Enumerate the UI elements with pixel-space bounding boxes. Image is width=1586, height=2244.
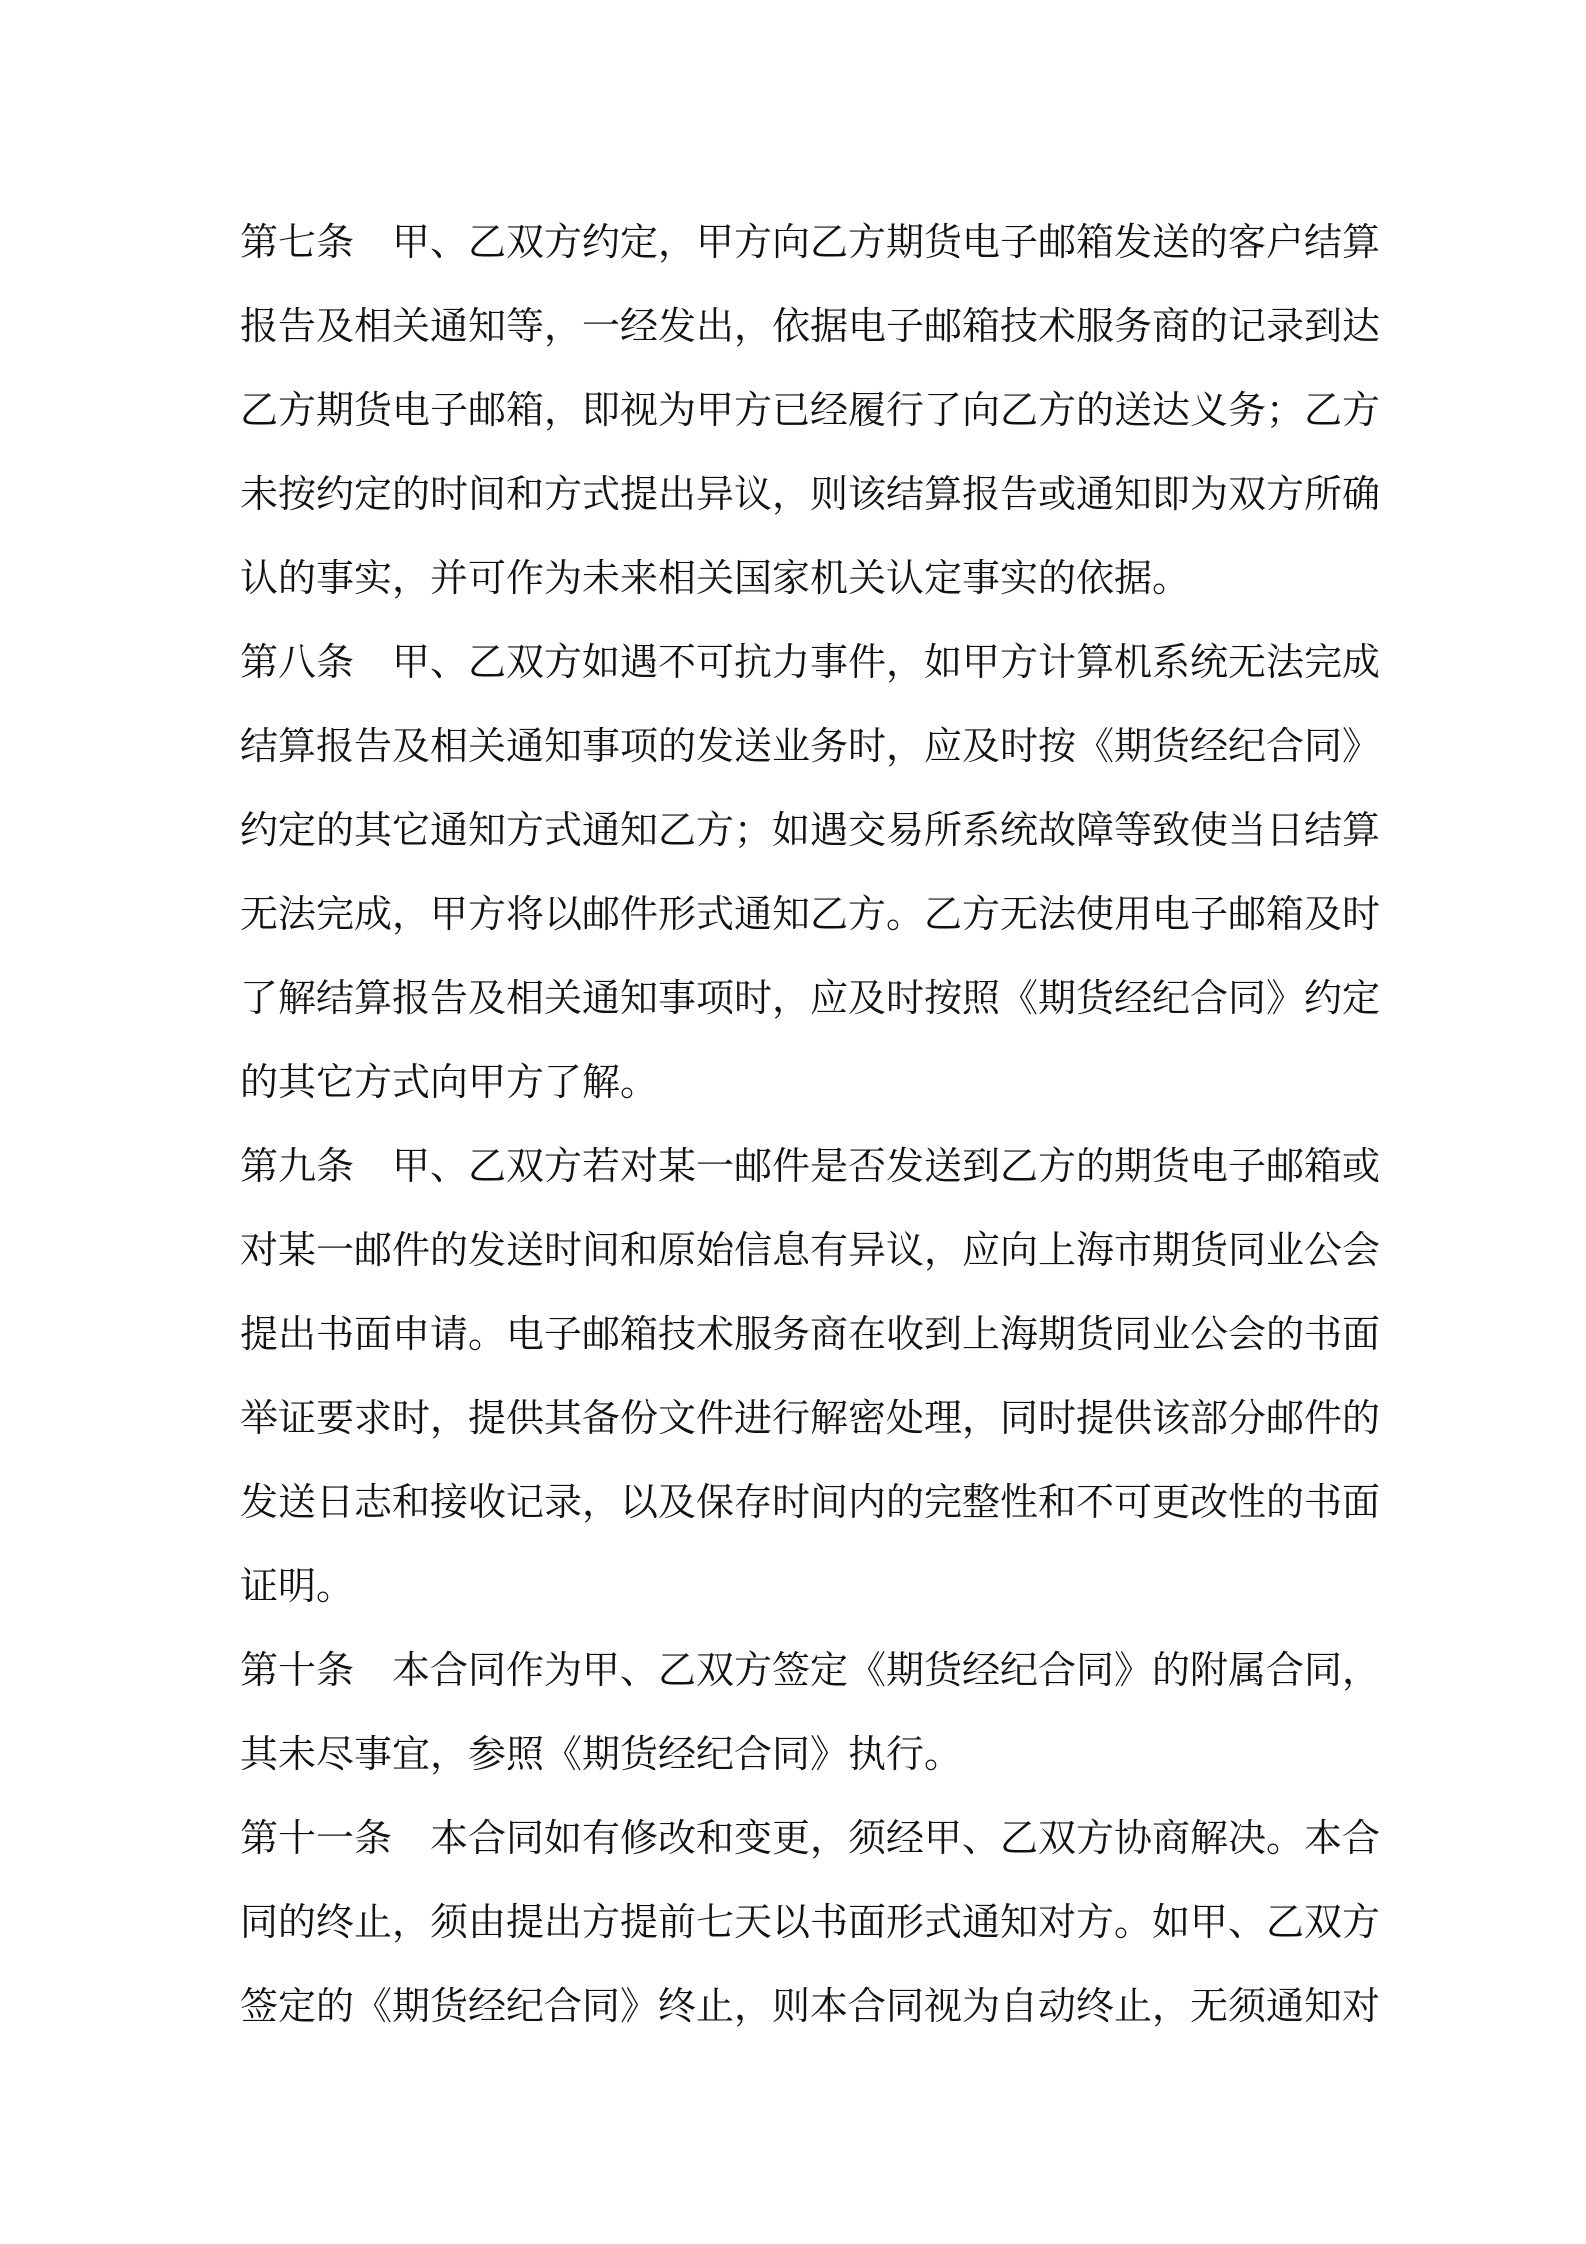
text-line: 的其它方式向甲方了解。 (240, 1060, 659, 1104)
text-line: 签定的《期货经纪合同》终止，则本合同视为自动终止，无须通知对 (240, 1984, 1381, 2028)
text-line: 举证要求时，提供其备份文件进行解密处理，同时提供该部分邮件的 (240, 1396, 1381, 1440)
text-line: 其未尽事宜，参照《期货经纪合同》执行。 (240, 1732, 963, 1776)
text-line: 认的事实，并可作为未来相关国家机关认定事实的依据。 (240, 556, 1191, 600)
text-line: 提出书面申请。电子邮箱技术服务商在收到上海期货同业公会的书面 (240, 1312, 1381, 1356)
text-line: 发送日志和接收记录，以及保存时间内的完整性和不可更改性的书面 (240, 1480, 1381, 1524)
text-line: 证明。 (240, 1564, 355, 1608)
text-line: 第十一条 本合同如有修改和变更，须经甲、乙双方协商解决。本合 (240, 1816, 1381, 1860)
text-line: 约定的其它通知方式通知乙方；如遇交易所系统故障等致使当日结算 (240, 808, 1381, 852)
text-line: 第八条 甲、乙双方如遇不可抗力事件，如甲方计算机系统无法完成 (240, 640, 1381, 684)
text-line: 同的终止，须由提出方提前七天以书面形式通知对方。如甲、乙双方 (240, 1900, 1381, 1944)
text-line: 第七条 甲、乙双方约定，甲方向乙方期货电子邮箱发送的客户结算 (240, 220, 1381, 264)
text-line: 乙方期货电子邮箱，即视为甲方已经履行了向乙方的送达义务；乙方 (240, 388, 1381, 432)
text-line: 了解结算报告及相关通知事项时，应及时按照《期货经纪合同》约定 (240, 976, 1381, 1020)
document-body (240, 200, 1381, 2048)
text-line: 报告及相关通知等，一经发出，依据电子邮箱技术服务商的记录到达 (240, 304, 1381, 348)
text-line: 第十条 本合同作为甲、乙双方签定《期货经纪合同》的附属合同， (240, 1648, 1381, 1692)
text-line: 无法完成，甲方将以邮件形式通知乙方。乙方无法使用电子邮箱及时 (240, 892, 1381, 936)
text-line: 第九条 甲、乙双方若对某一邮件是否发送到乙方的期货电子邮箱或 (240, 1144, 1381, 1188)
text-line: 对某一邮件的发送时间和原始信息有异议，应向上海市期货同业公会 (240, 1228, 1381, 1272)
text-line: 未按约定的时间和方式提出异议，则该结算报告或通知即为双方所确 (240, 472, 1381, 516)
text-line: 结算报告及相关通知事项的发送业务时，应及时按《期货经纪合同》 (240, 724, 1381, 768)
